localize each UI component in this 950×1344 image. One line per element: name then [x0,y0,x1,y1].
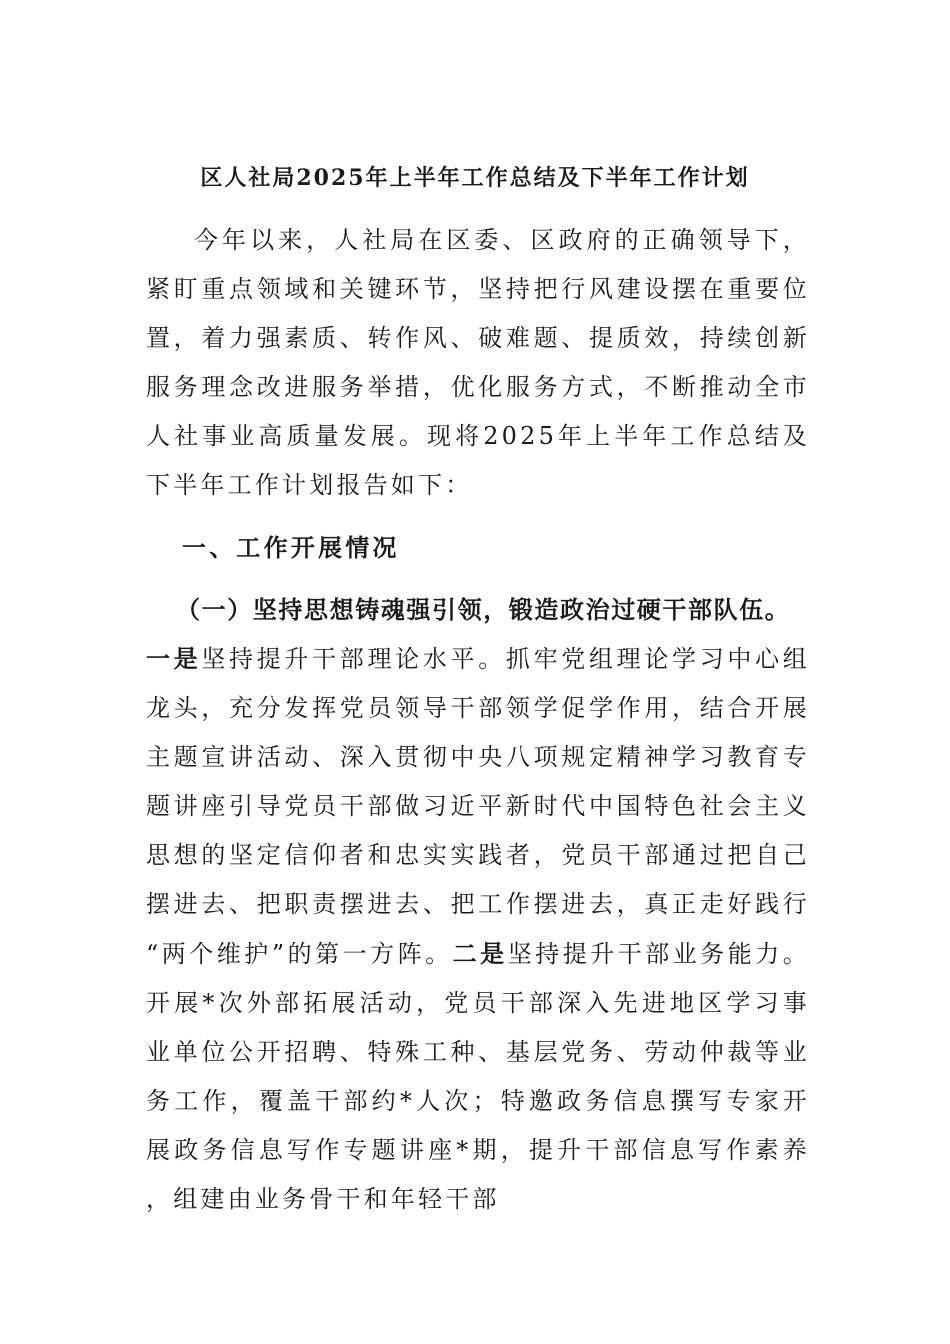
document-body [146,216,810,1224]
point-text-2: 坚持提升干部业务能力。开展*次外部拓展活动，党员干部深入先进地区学习事业单位公开招聘、特殊工种、基层党务、劳动仲裁等业务工作，覆盖干部约*人次；特邀政务信息撰写专家开展政务信息写作专题讲座*期，提升干部信息写作素养，组建由业务骨干和年轻干部 [146,940,811,1213]
point-text-1: 坚持提升干部理论水平。抓牢党组理论学习中心组龙头，充分发挥党员领导干部领学促学作用，结合开展主题宣讲活动、深入贯彻中央八项规定精神学习教育专题讲座引导党员干部做习近平新时代中国特色社会主义思想的坚定信仰者和忠实实践者，党员干部通过把自己摆进去、把职责摆进去、把工作摆进去，真正走好践行“两个维护”的第一方阵。 [146,645,810,968]
section-heading: 一、工作开展情况 [182,533,400,562]
body-paragraph [146,634,810,1224]
subsection-heading: （一）坚持思想铸魂强引领，锻造政治过硬干部队伍。 [176,595,791,624]
point-lead-2: 二是 [452,939,508,968]
point-lead-1: 一是 [146,644,202,673]
document-title: 区人社局2025年上半年工作总结及下半年工作计划 [200,165,750,191]
intro-paragraph: 今年以来，人社局在区委、区政府的正确领导下，紧盯重点领域和关键环节，坚持把行风建设摆在重要位置，着力强素质、转作风、破难题、提质效，持续创新服务理念改进服务举措，优化服务方式，不断推动全市人社事业高质量发展。现将2025年上半年工作总结及下半年工作计划报告如下： [146,226,810,499]
